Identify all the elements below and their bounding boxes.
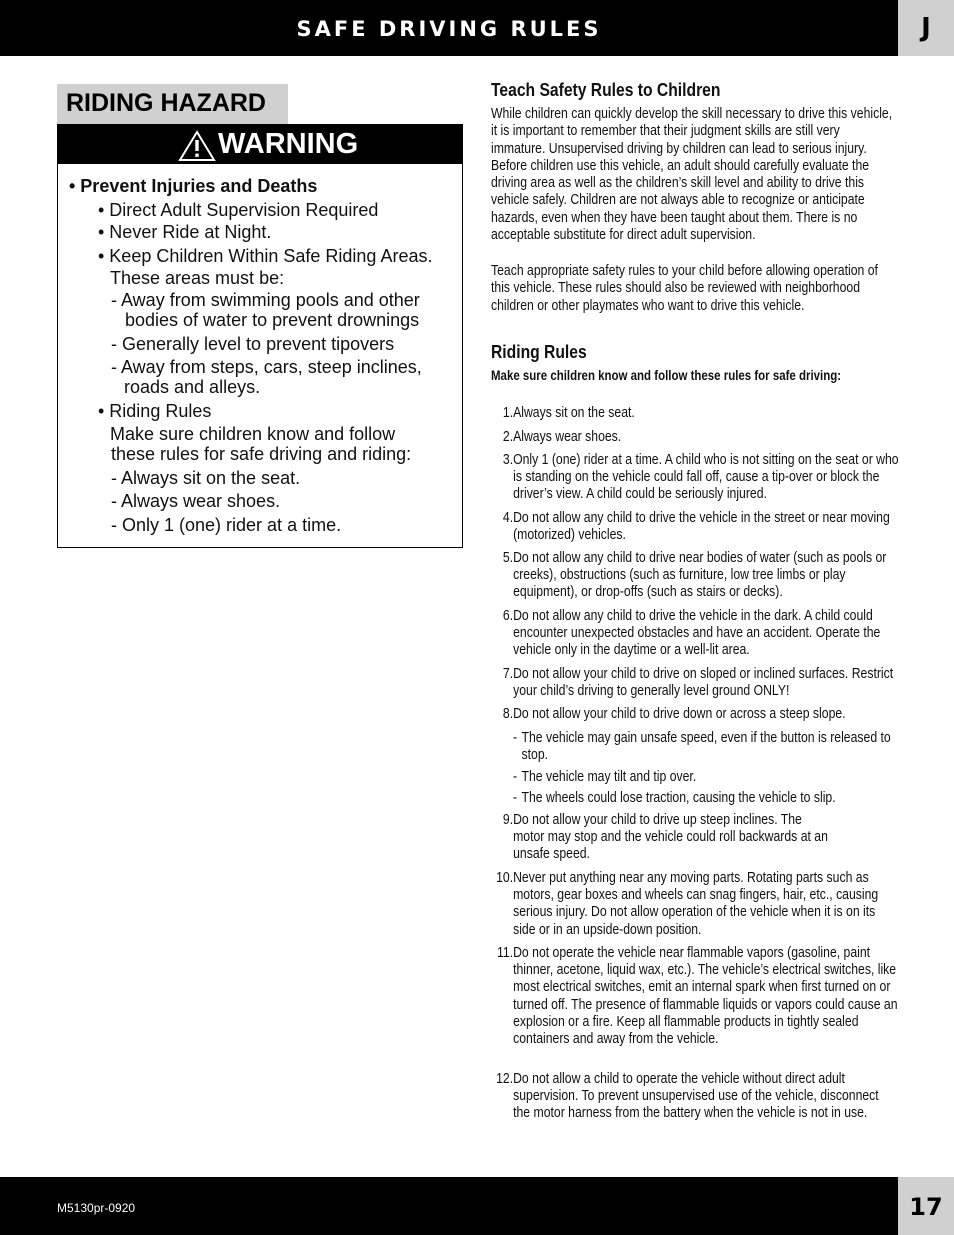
footer-bar — [0, 1177, 898, 1235]
warning-line-pools: - Away from swimming pools and other — [111, 290, 420, 310]
list-item-text: Do not allow your child to drive down or across a steep slope. — [513, 706, 846, 722]
list-item-number: 7. — [502, 666, 514, 682]
warning-line-make-sure: Make sure children know and follow — [110, 424, 396, 444]
teach-paragraph-2: Teach appropriate safety rules to your child before allowing operation of this vehicle. These rules should also be reviewed with neighborhood children or other playmates who want to drive this vehicle. — [491, 263, 878, 314]
riding-rules-intro: Make sure children know and follow these rules for safe driving: — [491, 368, 842, 383]
list-item-number: 5. — [502, 550, 514, 566]
list-item-number: 9. — [502, 812, 514, 828]
sub-item-text: The wheels could lose traction, causing the vehicle to slip. — [521, 790, 836, 806]
list-item-number: 2. — [502, 429, 514, 445]
list-item-number: 10. — [496, 870, 514, 886]
header-bar — [0, 0, 898, 56]
warning-line-riding-rules: • Riding Rules — [98, 401, 212, 421]
teach-paragraph-1: While children can quickly develop the skill necessary to drive this vehicle, it is important to remember that their judgment skills are still very immature. Unsupervised driving by children can lead to serious injury. Before children use this vehicle, an adult should carefully evaluate the driving area as well as the children’s skill level and ability to drive this vehicle safely. Children are not always able to recognize or anticipate hazards, even when they have been taught about them. There is no acceptable substitute for direct adult supervision. — [491, 106, 893, 244]
list-item-number: 1. — [502, 405, 514, 421]
sub-item-text: The vehicle may gain unsafe speed, even if the button is released to stop. — [521, 730, 891, 764]
list-item-text: Only 1 (one) rider at a time. A child who is not sitting on the seat or who is standing on the vehicle could fall off, cause a tip-over or block the driver’s view. A child could be seriously injured. — [513, 452, 899, 503]
warning-label: WARNING — [218, 128, 359, 160]
warning-line-prevent: • Prevent Injuries and Deaths — [69, 176, 318, 196]
warning-line-level: - Generally level to prevent tipovers — [111, 334, 395, 354]
list-item-text: Do not allow your child to drive up steep inclines. The motor may stop and the vehicle could roll backwards at an unsafe speed. — [513, 812, 828, 863]
warning-line-supervision: • Direct Adult Supervision Required — [98, 200, 379, 220]
list-item-text: Do not allow any child to drive near bodies of water (such as pools or creeks), obstructions (such as furniture, low tree limbs or play equipment), or drop-offs (such as stairs or decks). — [513, 550, 887, 601]
list-item-text: Do not operate the vehicle near flammable vapors (gasoline, paint thinner, acetone, liquid wax, etc.). The vehicle’s electrical switches, like most electrical switches, emit an internal spark when first turned on or turned off. The presence of flammable liquids or vapors could cause an explosion or a fire. Keep all flammable products in tightly sealed containers and away from the vehicle. — [513, 945, 898, 1048]
warning-triangle-icon — [178, 130, 216, 162]
list-item-number: 8. — [502, 706, 514, 722]
teach-heading: Teach Safety Rules to Children — [491, 80, 721, 100]
list-item-text: Always wear shoes. — [513, 429, 622, 445]
page-number-tab — [898, 1177, 954, 1235]
warning-line-pools-cont: bodies of water to prevent drownings — [125, 310, 420, 330]
warning-header — [58, 125, 462, 164]
document-code: M5130pr-0920 — [57, 1201, 136, 1215]
page-number: 17 — [909, 1193, 943, 1221]
warning-line-safe-areas: • Keep Children Within Safe Riding Areas. — [98, 246, 433, 266]
list-item-text: Do not allow a child to operate the vehicle without direct adult supervision. To prevent unsupervised use of the vehicle, disconnect the motor harness from the battery when the vehicle is not in use. — [513, 1071, 879, 1122]
riding-rules-heading: Riding Rules — [491, 342, 587, 362]
list-item-number: 11. — [497, 945, 514, 961]
list-item-text: Do not allow any child to drive the vehicle in the street or near moving (motorized) vehicles. — [513, 510, 890, 544]
list-item-text: Do not allow your child to drive on sloped or inclined surfaces. Restrict your child’s driving to generally level ground ONLY! — [513, 666, 894, 700]
warning-line-night: • Never Ride at Night. — [98, 222, 272, 242]
section-letter: J — [921, 13, 931, 43]
list-item-text: Do not allow any child to drive the vehicle in the dark. A child could encounter unexpected obstacles and have an accident. Operate the vehicle only in the daytime or a well-lit area. — [513, 608, 881, 659]
list-item-text: Never put anything near any moving parts. Rotating parts such as motors, gear boxes and wheels can snag fingers, hair, etc., causing serious injury. Do not allow operation of the vehicle when it is on its side or in an upside-down position. — [513, 870, 879, 938]
warning-line-shoes: - Always wear shoes. — [111, 491, 281, 511]
warning-line-areas-must: These areas must be: — [110, 268, 285, 288]
warning-line-steps-cont: roads and alleys. — [124, 377, 261, 397]
warning-line-one-rider: - Only 1 (one) rider at a time. — [111, 515, 342, 535]
sub-item-text: The vehicle may tilt and tip over. — [521, 769, 697, 785]
list-item-number: 6. — [502, 608, 514, 624]
riding-hazard-title: RIDING HAZARD — [66, 89, 266, 117]
warning-box — [57, 124, 463, 548]
warning-line-steps: - Away from steps, cars, steep inclines, — [111, 357, 422, 377]
list-item-text: Always sit on the seat. — [513, 405, 635, 421]
list-item-number: 4. — [502, 510, 514, 526]
warning-line-sit: - Always sit on the seat. — [111, 468, 301, 488]
page-title: SAFE DRIVING RULES — [296, 17, 602, 41]
list-item-number: 12. — [496, 1071, 514, 1087]
warning-line-make-sure-cont: these rules for safe driving and riding: — [111, 444, 412, 464]
riding-hazard-tab — [57, 84, 288, 124]
section-tab — [898, 0, 954, 56]
list-item-number: 3. — [502, 452, 514, 468]
